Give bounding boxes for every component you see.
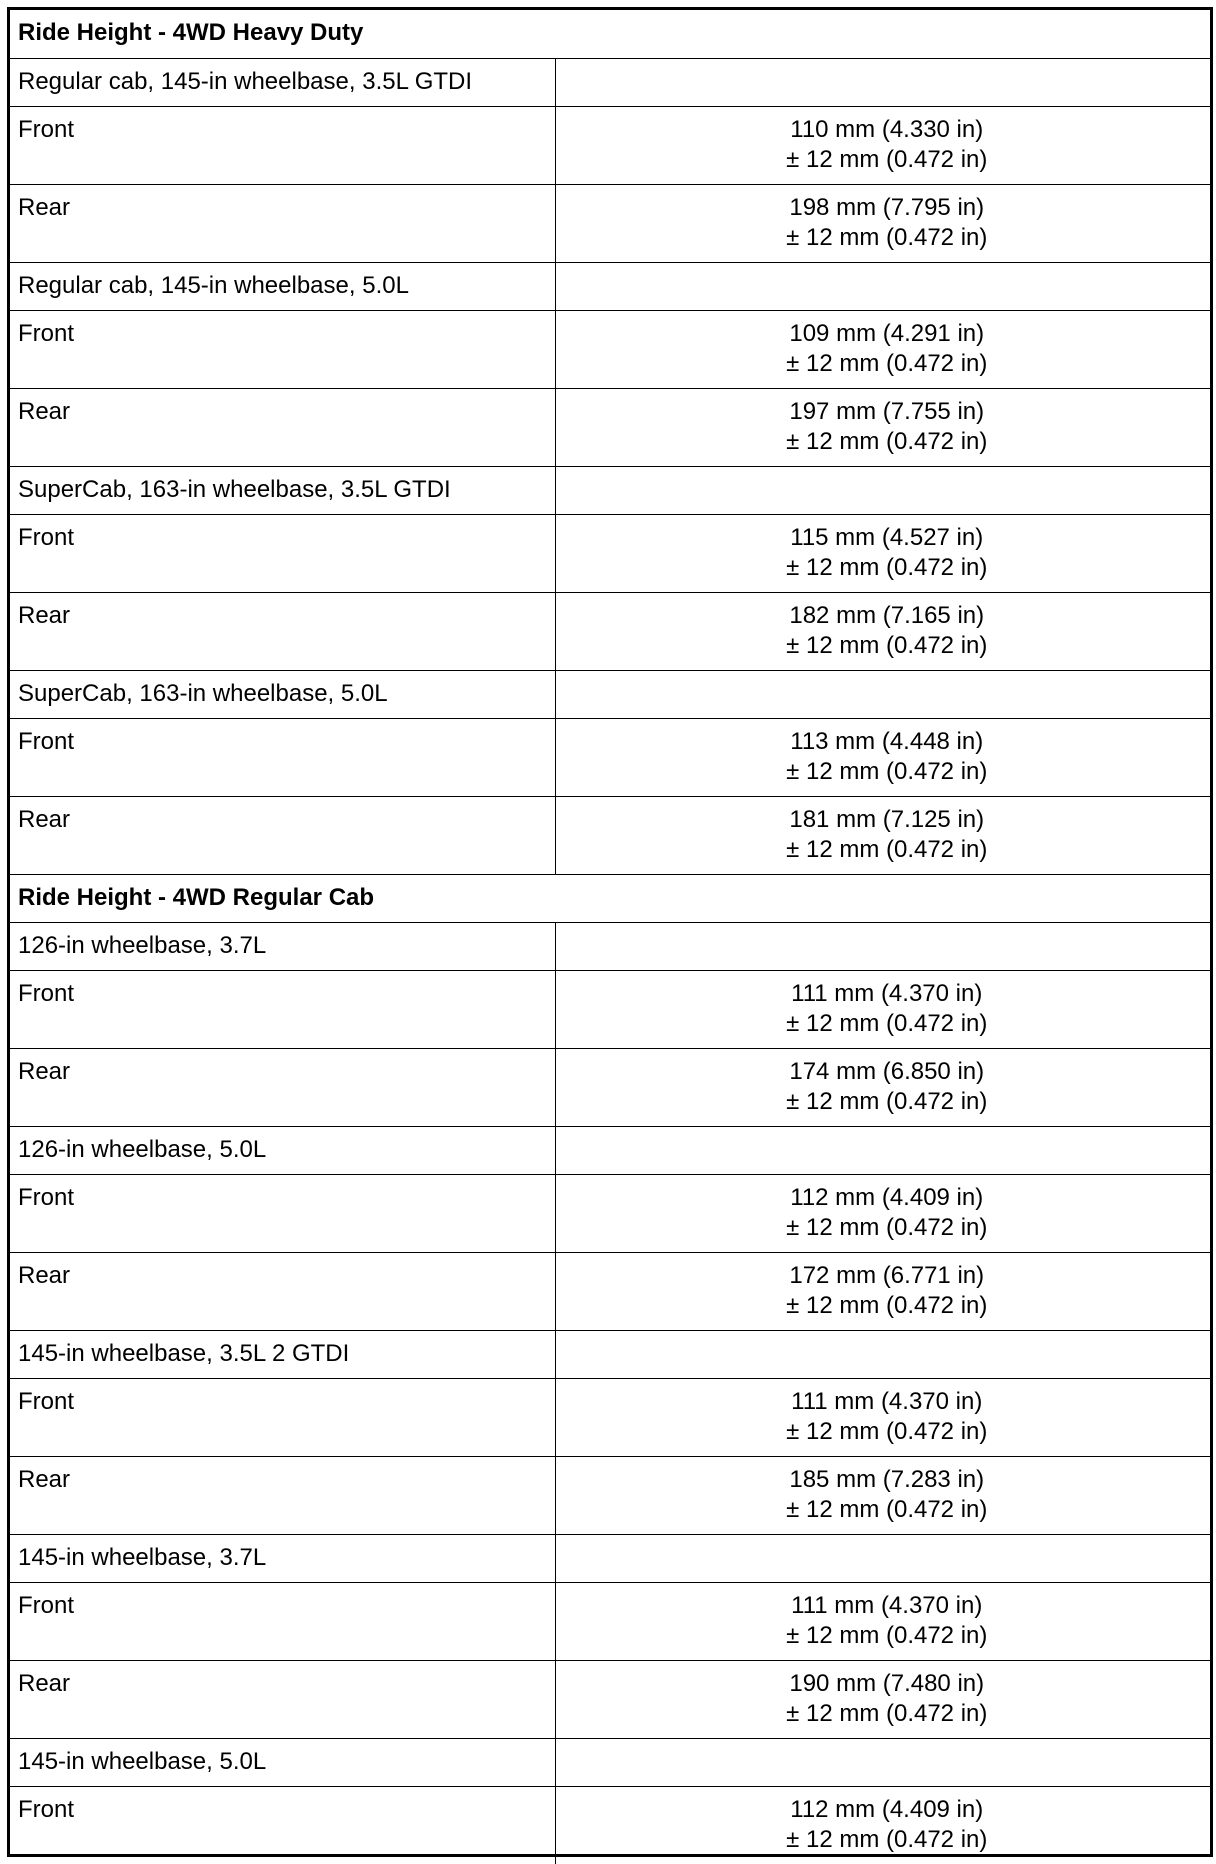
ride-height-value-cell [555, 1174, 1210, 1252]
ride-height-value: 110 mm (4.330 in) [790, 115, 984, 143]
ride-height-tolerance: ± 12 mm (0.472 in) [786, 835, 988, 863]
section-header-row [10, 874, 1210, 922]
ride-height-value-cell [555, 1660, 1210, 1738]
ride-height-value: 190 mm (7.480 in) [789, 1669, 985, 1697]
axle-position: Front [10, 1174, 555, 1252]
ride-height-tolerance: ± 12 mm (0.472 in) [786, 1699, 988, 1727]
ride-height-value-cell [555, 1582, 1210, 1660]
ride-height-tolerance: ± 12 mm (0.472 in) [786, 1213, 988, 1241]
configuration-label: 145-in wheelbase, 3.7L [10, 1534, 555, 1582]
ride-height-value: 181 mm (7.125 in) [789, 805, 985, 833]
ride-height-value: 109 mm (4.291 in) [789, 319, 985, 347]
configuration-row [10, 58, 1210, 106]
ride-height-tolerance: ± 12 mm (0.472 in) [786, 757, 988, 785]
ride-height-tolerance: ± 12 mm (0.472 in) [786, 145, 988, 173]
ride-height-tolerance: ± 12 mm (0.472 in) [786, 553, 988, 581]
measurement-row [10, 1174, 1210, 1252]
ride-height-value: 197 mm (7.755 in) [789, 397, 985, 425]
axle-position: Front [10, 1582, 555, 1660]
axle-position: Rear [10, 1252, 555, 1330]
measurement-row [10, 718, 1210, 796]
ride-height-tolerance: ± 12 mm (0.472 in) [786, 349, 988, 377]
ride-height-value: 172 mm (6.771 in) [789, 1261, 985, 1289]
section-header-row [10, 10, 1210, 58]
ride-height-value: 174 mm (6.850 in) [789, 1057, 985, 1085]
axle-position: Rear [10, 388, 555, 466]
configuration-row [10, 922, 1210, 970]
ride-height-value: 112 mm (4.409 in) [790, 1795, 984, 1823]
configuration-empty-cell [555, 1534, 1210, 1582]
ride-height-tolerance: ± 12 mm (0.472 in) [786, 1009, 988, 1037]
configuration-row [10, 466, 1210, 514]
axle-position: Front [10, 970, 555, 1048]
ride-height-tolerance: ± 12 mm (0.472 in) [786, 223, 988, 251]
ride-height-tolerance: ± 12 mm (0.472 in) [786, 631, 988, 659]
measurement-row [10, 184, 1210, 262]
measurement-row [10, 796, 1210, 874]
section-title: Ride Height - 4WD Heavy Duty [10, 10, 1210, 58]
measurement-row [10, 592, 1210, 670]
ride-height-value: 198 mm (7.795 in) [789, 193, 985, 221]
ride-height-value-cell [555, 718, 1210, 796]
configuration-label: 126-in wheelbase, 5.0L [10, 1126, 555, 1174]
measurement-row [10, 1378, 1210, 1456]
axle-position: Rear [10, 184, 555, 262]
configuration-label: 145-in wheelbase, 5.0L [10, 1738, 555, 1786]
ride-height-value: 111 mm (4.370 in) [791, 1591, 983, 1619]
measurement-row [10, 970, 1210, 1048]
ride-height-table-body [10, 10, 1210, 1864]
measurement-row [10, 106, 1210, 184]
ride-height-value-cell [555, 184, 1210, 262]
configuration-row [10, 1126, 1210, 1174]
configuration-row [10, 1534, 1210, 1582]
axle-position: Rear [10, 1048, 555, 1126]
ride-height-value-cell [555, 796, 1210, 874]
configuration-empty-cell [555, 670, 1210, 718]
configuration-label: Regular cab, 145-in wheelbase, 3.5L GTDI [10, 58, 555, 106]
axle-position: Front [10, 718, 555, 796]
ride-height-value-cell [555, 1252, 1210, 1330]
ride-height-value: 112 mm (4.409 in) [790, 1183, 984, 1211]
measurement-row [10, 1660, 1210, 1738]
configuration-label: SuperCab, 163-in wheelbase, 3.5L GTDI [10, 466, 555, 514]
configuration-empty-cell [555, 262, 1210, 310]
ride-height-value-cell [555, 1378, 1210, 1456]
ride-height-value: 111 mm (4.370 in) [791, 1387, 983, 1415]
ride-height-value-cell [555, 1048, 1210, 1126]
ride-height-value-cell [555, 310, 1210, 388]
configuration-empty-cell [555, 1126, 1210, 1174]
measurement-row [10, 388, 1210, 466]
ride-height-tolerance: ± 12 mm (0.472 in) [786, 1087, 988, 1115]
measurement-row [10, 514, 1210, 592]
ride-height-tolerance: ± 12 mm (0.472 in) [786, 1825, 988, 1853]
ride-height-value-cell [555, 514, 1210, 592]
configuration-label: Regular cab, 145-in wheelbase, 5.0L [10, 262, 555, 310]
configuration-empty-cell [555, 1330, 1210, 1378]
configuration-empty-cell [555, 466, 1210, 514]
axle-position: Front [10, 1378, 555, 1456]
ride-height-value-cell [555, 592, 1210, 670]
axle-position: Rear [10, 1660, 555, 1738]
ride-height-tolerance: ± 12 mm (0.472 in) [786, 1291, 988, 1319]
configuration-empty-cell [555, 58, 1210, 106]
ride-height-table [10, 10, 1210, 1864]
configuration-empty-cell [555, 922, 1210, 970]
ride-height-spec-sheet [7, 7, 1213, 1857]
section-title: Ride Height - 4WD Regular Cab [10, 874, 1210, 922]
axle-position: Front [10, 514, 555, 592]
axle-position: Front [10, 1786, 555, 1864]
measurement-row [10, 310, 1210, 388]
configuration-row [10, 670, 1210, 718]
measurement-row [10, 1048, 1210, 1126]
axle-position: Front [10, 106, 555, 184]
axle-position: Rear [10, 796, 555, 874]
configuration-label: 126-in wheelbase, 3.7L [10, 922, 555, 970]
axle-position: Rear [10, 592, 555, 670]
ride-height-value-cell [555, 1456, 1210, 1534]
configuration-empty-cell [555, 1738, 1210, 1786]
configuration-label: 145-in wheelbase, 3.5L 2 GTDI [10, 1330, 555, 1378]
ride-height-value: 113 mm (4.448 in) [790, 727, 984, 755]
configuration-row [10, 1738, 1210, 1786]
ride-height-value-cell [555, 388, 1210, 466]
measurement-row [10, 1252, 1210, 1330]
ride-height-tolerance: ± 12 mm (0.472 in) [786, 1621, 988, 1649]
axle-position: Front [10, 310, 555, 388]
measurement-row [10, 1456, 1210, 1534]
axle-position: Rear [10, 1456, 555, 1534]
ride-height-tolerance: ± 12 mm (0.472 in) [786, 1417, 988, 1445]
configuration-row [10, 262, 1210, 310]
ride-height-value: 182 mm (7.165 in) [789, 601, 985, 629]
ride-height-value: 185 mm (7.283 in) [789, 1465, 985, 1493]
ride-height-tolerance: ± 12 mm (0.472 in) [786, 1495, 988, 1523]
ride-height-value: 115 mm (4.527 in) [790, 523, 984, 551]
configuration-row [10, 1330, 1210, 1378]
ride-height-value-cell [555, 106, 1210, 184]
ride-height-value-cell [555, 1786, 1210, 1864]
ride-height-value-cell [555, 970, 1210, 1048]
configuration-label: SuperCab, 163-in wheelbase, 5.0L [10, 670, 555, 718]
measurement-row [10, 1582, 1210, 1660]
measurement-row [10, 1786, 1210, 1864]
ride-height-value: 111 mm (4.370 in) [791, 979, 983, 1007]
ride-height-tolerance: ± 12 mm (0.472 in) [786, 427, 988, 455]
